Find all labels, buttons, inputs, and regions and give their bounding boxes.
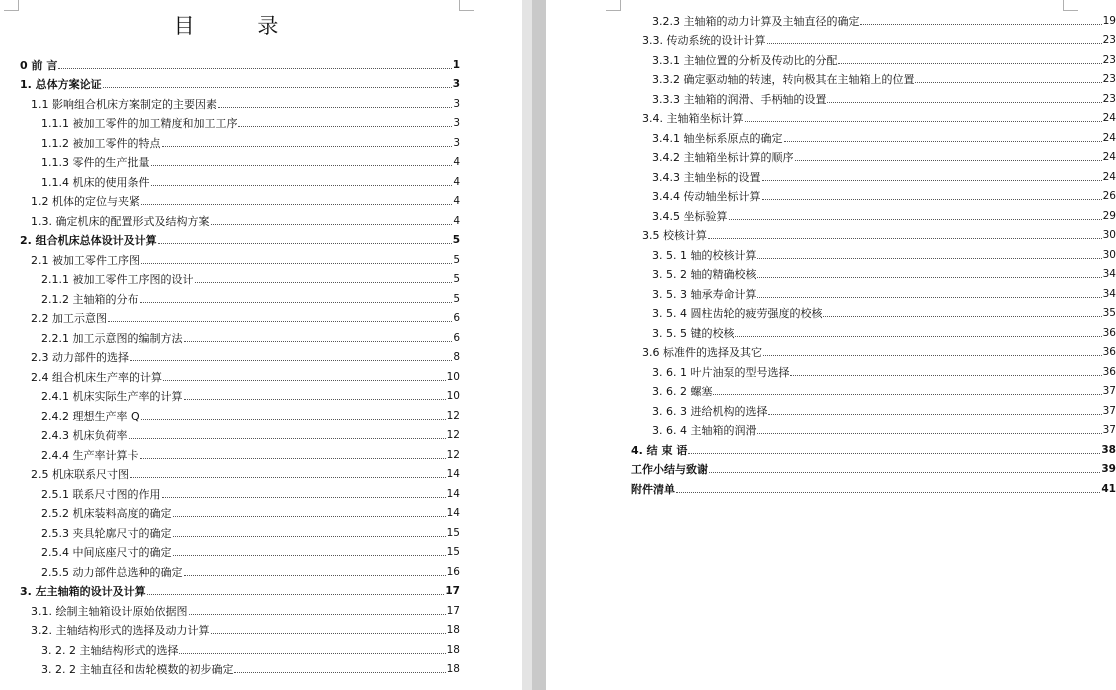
toc-entry[interactable]: [631, 223, 1116, 243]
toc-entry-page-number: 41: [1101, 482, 1116, 495]
toc-dot-leader: [58, 68, 451, 69]
toc-entry[interactable]: [20, 247, 460, 267]
toc-entry-page-number: 15: [446, 526, 460, 539]
toc-dot-leader: [763, 355, 1102, 356]
toc-dot-leader: [189, 614, 446, 615]
toc-entry[interactable]: [631, 457, 1116, 477]
toc-entry-page-number: 5: [453, 253, 460, 266]
toc-entry-label: 3.3.3 主轴箱的润滑、手柄轴的设置: [652, 92, 827, 106]
toc-entry-label: 3. 5. 3 轴承寿命计算: [652, 287, 757, 301]
toc-entry-label: 3.4.3 主轴坐标的设置: [652, 170, 761, 184]
toc-entry[interactable]: [20, 481, 460, 501]
toc-dot-leader: [184, 575, 446, 576]
toc-entry-label: 2.5 机床联系尺寸图: [31, 468, 129, 481]
toc-entry-label: 2.5.1 联系尺寸图的作用: [41, 487, 161, 501]
toc-entry-page-number: 23: [1102, 92, 1116, 105]
toc-dot-leader: [762, 180, 1102, 181]
toc-entry-label: 3.1. 绘制主轴箱设计原始依据图: [31, 604, 188, 618]
toc-entry-page-number: 1: [452, 58, 460, 71]
toc-entry[interactable]: [20, 169, 460, 189]
toc-title: 目 录: [173, 14, 307, 38]
toc-dot-leader: [103, 87, 452, 88]
toc-entry-label: 3. 6. 4 主轴箱的润滑: [652, 424, 757, 437]
toc-entry-label: 2.2.1 加工示意图的编制方法: [41, 331, 183, 345]
toc-entry-page-number: 29: [1102, 209, 1116, 222]
toc-entry-label: 3.2.3 主轴箱的动力计算及主轴直径的确定: [652, 14, 860, 28]
toc-dot-leader: [147, 594, 445, 595]
toc-entry-page-number: 12: [446, 448, 460, 461]
toc-entry-label: 2.5.4 中间底座尺寸的确定: [41, 546, 172, 559]
toc-entry-page-number: 4: [453, 214, 460, 227]
toc-entry-page-number: 5: [452, 234, 460, 246]
toc-entry-label: 1.1.4 机床的使用条件: [41, 175, 150, 189]
toc-entry[interactable]: [20, 462, 460, 482]
toc-entry[interactable]: [20, 91, 460, 111]
toc-entry[interactable]: [20, 72, 460, 92]
toc-entry-label: 4. 结 束 语: [631, 443, 688, 457]
toc-entry-page-number: 30: [1102, 229, 1116, 241]
toc-dot-leader: [151, 165, 453, 166]
toc-dot-leader: [162, 146, 453, 147]
toc-entry-page-number: 12: [446, 409, 460, 422]
toc-entry[interactable]: [631, 262, 1116, 282]
toc-entry-page-number: 24: [1102, 151, 1116, 163]
toc-entry[interactable]: [631, 28, 1116, 48]
toc-entry[interactable]: [631, 476, 1116, 496]
toc-entry-label: 2.1 被加工零件工序图: [31, 253, 140, 267]
toc-entry-page-number: 18: [446, 663, 460, 675]
toc-entry-page-number: 17: [446, 604, 460, 617]
toc-entry-label: 1.1 影响组合机床方案制定的主要因素: [31, 97, 217, 111]
toc-entry-page-number: 36: [1102, 326, 1116, 339]
toc-entry[interactable]: [631, 47, 1116, 67]
toc-entry-page-number: 36: [1102, 365, 1116, 378]
toc-entry-label: 2.4.1 机床实际生产率的计算: [41, 390, 183, 403]
toc-entry-page-number: 38: [1101, 443, 1116, 456]
toc-entry[interactable]: [20, 189, 460, 209]
toc-entry[interactable]: [631, 301, 1116, 321]
toc-entry[interactable]: [20, 618, 460, 638]
toc-dot-leader: [823, 316, 1101, 317]
toc-entry[interactable]: [20, 306, 460, 326]
toc-entry[interactable]: [631, 359, 1116, 379]
toc-entry-label: 2.5.2 机床装料高度的确定: [41, 507, 172, 520]
toc-entry-label: 3. 5. 1 轴的校核计算: [652, 248, 757, 262]
toc-entry-page-number: 34: [1102, 287, 1116, 300]
toc-entry-label: 1.3. 确定机床的配置形式及结构方案: [31, 214, 210, 228]
toc-entry-page-number: 16: [446, 565, 460, 578]
document-page-right: [546, 0, 1116, 690]
toc-entry-page-number: 14: [446, 487, 460, 500]
toc-entry-label: 3. 5. 2 轴的精确校核: [652, 268, 757, 281]
toc-entry[interactable]: [631, 281, 1116, 301]
toc-entry-label: 2.3 动力部件的选择: [31, 351, 129, 364]
toc-dot-leader: [795, 160, 1102, 161]
toc-dot-leader: [218, 107, 452, 108]
toc-entry[interactable]: [20, 657, 460, 677]
toc-entry-page-number: 4: [453, 195, 460, 207]
toc-entry-page-number: 18: [446, 643, 460, 656]
toc-dot-leader: [838, 63, 1101, 64]
toc-dot-leader: [860, 24, 1101, 25]
toc-entry-label: 2.5.5 动力部件总选种的确定: [41, 565, 183, 579]
toc-entry[interactable]: [631, 125, 1116, 145]
toc-entry[interactable]: [631, 340, 1116, 360]
toc-entry-page-number: 6: [453, 312, 460, 324]
toc-dot-leader: [173, 516, 446, 517]
toc-dot-leader: [735, 336, 1101, 337]
toc-entry-page-number: 23: [1102, 73, 1116, 85]
toc-entry-page-number: 36: [1102, 346, 1116, 358]
toc-entry-page-number: 8: [453, 351, 460, 363]
toc-entry[interactable]: [20, 637, 460, 657]
toc-entry-page-number: 10: [446, 390, 460, 402]
toc-entry[interactable]: [20, 325, 460, 345]
toc-list-right: [631, 8, 1116, 496]
toc-entry-page-number: 35: [1102, 307, 1116, 319]
toc-entry-page-number: 12: [446, 429, 460, 441]
toc-entry-label: 3. 2. 2 主轴直径和齿轮模数的初步确定: [41, 663, 234, 676]
toc-entry-label: 3. 6. 2 螺塞: [652, 385, 713, 398]
toc-dot-leader: [140, 458, 446, 459]
toc-entry[interactable]: [631, 203, 1116, 223]
toc-dot-leader: [729, 219, 1102, 220]
toc-entry-page-number: 24: [1102, 170, 1116, 183]
toc-entry-label: 工作小结与致谢: [631, 463, 708, 476]
toc-entry-label: 3.4. 主轴箱坐标计算: [642, 112, 744, 125]
toc-entry-page-number: 14: [446, 507, 460, 519]
toc-entry-label: 1. 总体方案论证: [20, 78, 102, 91]
toc-entry-label: 3.4.4 传动轴坐标计算: [652, 190, 761, 203]
toc-entry-page-number: 30: [1102, 248, 1116, 261]
page-gutter-shadow: [532, 0, 546, 690]
toc-dot-leader: [179, 653, 445, 654]
toc-dot-leader: [130, 360, 452, 361]
toc-dot-leader: [238, 126, 452, 127]
toc-entry-page-number: 5: [453, 273, 460, 285]
toc-entry[interactable]: [631, 320, 1116, 340]
toc-entry[interactable]: [631, 106, 1116, 126]
toc-entry-page-number: 3: [453, 117, 460, 129]
toc-entry[interactable]: [20, 520, 460, 540]
toc-dot-leader: [790, 375, 1101, 376]
toc-entry-label: 1.1.2 被加工零件的特点: [41, 136, 161, 150]
toc-list-left: [20, 52, 460, 676]
toc-entry-page-number: 3: [453, 136, 460, 149]
toc-dot-leader: [163, 380, 446, 381]
toc-entry[interactable]: [20, 540, 460, 560]
toc-entry-page-number: 37: [1102, 385, 1116, 397]
toc-dot-leader: [129, 438, 446, 439]
toc-dot-leader: [173, 555, 446, 556]
toc-dot-leader: [158, 243, 452, 244]
toc-entry-label: 3.2. 主轴结构形式的选择及动力计算: [31, 624, 210, 637]
toc-entry-label: 2.4 组合机床生产率的计算: [31, 370, 162, 384]
toc-dot-leader: [151, 185, 453, 186]
toc-entry-page-number: 4: [453, 175, 460, 188]
toc-entry-page-number: 34: [1102, 268, 1116, 280]
toc-dot-leader: [676, 492, 1100, 493]
toc-entry-page-number: 6: [453, 331, 460, 344]
toc-dot-leader: [708, 238, 1102, 239]
toc-entry[interactable]: [20, 364, 460, 384]
toc-entry-label: 2. 组合机床总体设计及计算: [20, 234, 157, 247]
toc-entry[interactable]: [631, 437, 1116, 457]
toc-entry-page-number: 39: [1101, 463, 1116, 475]
page-corner-mark: [606, 0, 621, 11]
toc-entry-label: 3. 6. 3 进给机构的选择: [652, 404, 768, 418]
toc-entry-page-number: 3: [452, 78, 460, 90]
toc-dot-leader: [140, 302, 453, 303]
toc-dot-leader: [234, 672, 445, 673]
toc-entry-page-number: 23: [1102, 34, 1116, 46]
toc-dot-leader: [762, 199, 1102, 200]
toc-entry[interactable]: [631, 145, 1116, 165]
toc-dot-leader: [745, 121, 1102, 122]
toc-entry-label: 3. 5. 5 键的校核: [652, 326, 735, 340]
toc-entry[interactable]: [631, 164, 1116, 184]
toc-dot-leader: [768, 414, 1101, 415]
toc-entry-page-number: 10: [446, 370, 460, 383]
toc-dot-leader: [184, 341, 453, 342]
toc-entry[interactable]: [631, 418, 1116, 438]
toc-dot-leader: [130, 477, 446, 478]
toc-entry[interactable]: [631, 67, 1116, 87]
toc-entry-label: 附件清单: [631, 482, 675, 496]
toc-dot-leader: [108, 321, 452, 322]
toc-entry[interactable]: [20, 501, 460, 521]
toc-entry[interactable]: [631, 8, 1116, 28]
toc-entry[interactable]: [20, 559, 460, 579]
toc-dot-leader: [184, 399, 446, 400]
toc-entry-label: 0 前 言: [20, 58, 58, 72]
toc-entry[interactable]: [20, 267, 460, 287]
toc-entry-label: 1.1.3 零件的生产批量: [41, 156, 150, 169]
toc-dot-leader: [709, 472, 1100, 473]
toc-entry-page-number: 5: [453, 292, 460, 305]
toc-entry[interactable]: [631, 86, 1116, 106]
toc-entry-label: 1.2 机体的定位与夹紧: [31, 195, 140, 208]
toc-entry[interactable]: [20, 345, 460, 365]
toc-entry-page-number: 19: [1102, 14, 1116, 27]
toc-entry[interactable]: [20, 442, 460, 462]
toc-entry[interactable]: [631, 379, 1116, 399]
toc-entry-label: 3.4.5 坐标验算: [652, 209, 728, 223]
toc-entry-page-number: 3: [453, 97, 460, 110]
page-gutter: [522, 0, 532, 690]
toc-dot-leader: [713, 394, 1101, 395]
toc-entry-label: 2.1.2 主轴箱的分布: [41, 292, 139, 306]
toc-entry-label: 3.3.1 主轴位置的分析及传动比的分配: [652, 53, 838, 67]
toc-entry[interactable]: [20, 228, 460, 248]
toc-entry-label: 3.4.1 轴坐标系原点的确定: [652, 131, 783, 145]
toc-entry-page-number: 24: [1102, 131, 1116, 144]
document-page-left: [0, 0, 522, 690]
toc-entry-page-number: 37: [1102, 404, 1116, 417]
toc-entry-label: 2.1.1 被加工零件工序图的设计: [41, 273, 194, 286]
toc-entry-label: 3.3. 传动系统的设计计算: [642, 34, 766, 47]
toc-dot-leader: [141, 419, 446, 420]
toc-dot-leader: [827, 102, 1101, 103]
toc-entry[interactable]: [20, 423, 460, 443]
toc-entry-page-number: 37: [1102, 424, 1116, 436]
toc-dot-leader: [141, 204, 452, 205]
toc-entry-label: 2.4.2 理想生产率 Q: [41, 409, 140, 423]
toc-dot-leader: [141, 263, 452, 264]
toc-entry[interactable]: [631, 398, 1116, 418]
toc-entry-page-number: 23: [1102, 53, 1116, 66]
toc-entry[interactable]: [20, 286, 460, 306]
toc-entry-label: 3. 5. 4 圆柱齿轮的疲劳强度的校核: [652, 307, 823, 320]
toc-dot-leader: [757, 277, 1101, 278]
toc-entry-label: 3.6 标准件的选择及其它: [642, 346, 762, 359]
toc-entry-label: 2.5.3 夹具轮廓尺寸的确定: [41, 526, 172, 540]
toc-entry-page-number: 4: [453, 156, 460, 168]
toc-entry[interactable]: [20, 598, 460, 618]
toc-entry[interactable]: [631, 242, 1116, 262]
toc-entry-page-number: 18: [446, 624, 460, 636]
toc-entry-label: 2.4.3 机床负荷率: [41, 429, 128, 442]
toc-entry-page-number: 24: [1102, 112, 1116, 124]
toc-entry-label: 3.3.2 确定驱动轴的转速，转向极其在主轴箱上的位置: [652, 73, 915, 86]
toc-entry-label: 2.4.4 生产率计算卡: [41, 448, 139, 462]
toc-dot-leader: [211, 224, 453, 225]
toc-dot-leader: [162, 497, 446, 498]
toc-entry[interactable]: [631, 184, 1116, 204]
toc-dot-leader: [784, 141, 1102, 142]
toc-dot-leader: [757, 433, 1101, 434]
toc-entry-page-number: 15: [446, 546, 460, 558]
toc-dot-leader: [757, 258, 1101, 259]
toc-entry[interactable]: [20, 208, 460, 228]
toc-entry-label: 3.4.2 主轴箱坐标计算的顺序: [652, 151, 794, 164]
toc-dot-leader: [173, 536, 446, 537]
toc-entry-label: 3. 6. 1 叶片油泵的型号选择: [652, 365, 790, 379]
toc-dot-leader: [915, 82, 1101, 83]
toc-entry-label: 3. 左主轴箱的设计及计算: [20, 585, 146, 598]
toc-dot-leader: [767, 43, 1102, 44]
toc-entry[interactable]: [20, 579, 460, 599]
toc-dot-leader: [195, 282, 453, 283]
toc-entry-label: 3. 2. 2 主轴结构形式的选择: [41, 643, 179, 657]
toc-entry[interactable]: [20, 130, 460, 150]
toc-entry-page-number: 14: [446, 468, 460, 480]
toc-dot-leader: [757, 297, 1101, 298]
toc-entry[interactable]: [20, 52, 460, 72]
toc-entry[interactable]: [20, 150, 460, 170]
toc-entry-page-number: 26: [1102, 190, 1116, 202]
toc-dot-leader: [688, 453, 1100, 454]
toc-entry[interactable]: [20, 403, 460, 423]
toc-entry-label: 2.2 加工示意图: [31, 312, 107, 325]
toc-entry[interactable]: [20, 384, 460, 404]
toc-entry-page-number: 17: [445, 585, 460, 597]
toc-dot-leader: [211, 633, 446, 634]
toc-entry[interactable]: [20, 111, 460, 131]
toc-entry-label: 3.5 校核计算: [642, 229, 707, 242]
toc-entry-label: 1.1.1 被加工零件的加工精度和加工工序: [41, 117, 238, 130]
